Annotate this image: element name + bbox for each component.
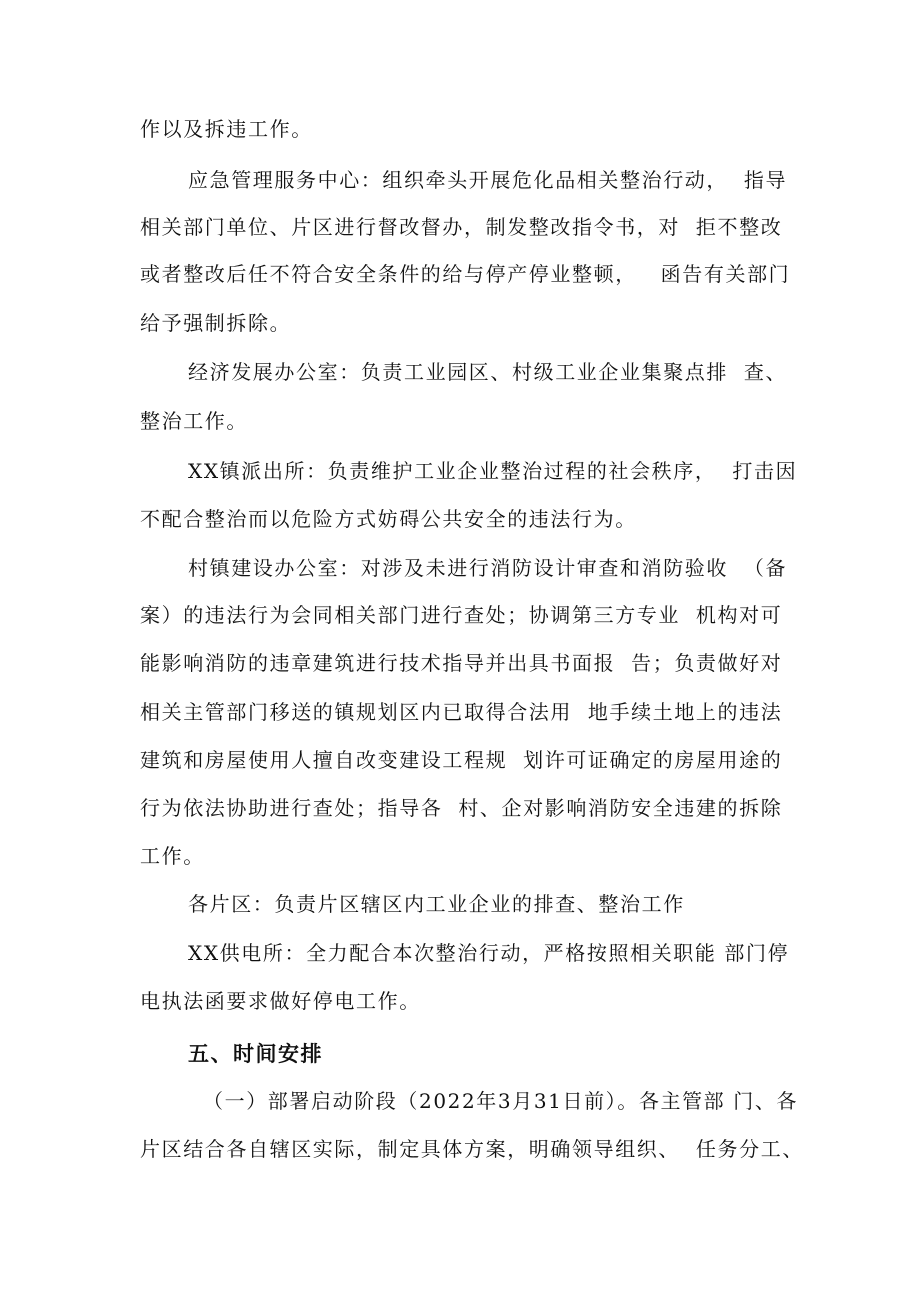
paragraph-6-line-1: 电执法函要求做好停电工作。 (140, 989, 421, 1013)
paragraph-1-line-3: 给予强制拆除。 (140, 311, 292, 335)
paragraph-4-line-1: 案）的违法行为会同相关部门进行查处；协调第三方专业 机构对可 (140, 603, 783, 627)
paragraph-0-line-0: 作以及拆违工作。 (140, 117, 313, 141)
paragraph-4-line-6: 工作。 (140, 844, 205, 868)
paragraph-5-line-0: 各片区：负责片区辖区内工业企业的排查、整治工作 (188, 892, 685, 916)
paragraph-4-line-4: 建筑和房屋使用人擅自改变建设工程规 划许可证确定的房屋用途的 (140, 748, 783, 772)
stage-paragraph-line-0: （一）部署启动阶段（2022年3月31日前）。各主管部 门、各 (203, 1089, 799, 1113)
paragraph-4-line-5: 行为依法协助进行查处；指导各 村、企对影响消防安全违建的拆除 (140, 796, 783, 820)
paragraph-1-line-1: 相关部门单位、片区进行督改督办，制发整改指令书，对 拒不整改 (140, 215, 783, 239)
paragraph-6-line-0: XX供电所：全力配合本次整治行动，严格按照相关职能 部门停 (188, 941, 790, 965)
paragraph-4-line-0: 村镇建设办公室：对涉及未进行消防设计审查和消防验收 （备 (188, 556, 788, 580)
paragraph-2-line-1: 整治工作。 (140, 409, 248, 433)
stage-paragraph-line-1: 片区结合各自辖区实际，制定具体方案，明确领导组织、 任务分工、 (140, 1137, 804, 1161)
paragraph-3-line-0: XX镇派出所：负责维护工业企业整治过程的社会秩序， 打击因 (188, 459, 798, 483)
paragraph-2-line-0: 经济发展办公室：负责工业园区、村级工业企业集聚点排 查、 (188, 360, 788, 384)
paragraph-4-line-3: 相关主管部门移送的镇规划区内已取得合法用 地手续土地上的违法 (140, 700, 783, 724)
paragraph-1-line-2: 或者整改后任不符合安全条件的给与停产停业整顿， 函告有关部门 (140, 262, 791, 286)
paragraph-4-line-2: 能影响消防的违章建筑进行技术指导并出具书面报 告；负责做好对 (140, 651, 783, 675)
paragraph-3-line-1: 不配合整治而以危险方式妨碍公共安全的违法行为。 (140, 507, 637, 531)
section-heading: 五、时间安排 (188, 1042, 323, 1066)
paragraph-1-line-0: 应急管理服务中心：组织牵头开展危化品相关整治行动， 指导 (188, 168, 788, 192)
